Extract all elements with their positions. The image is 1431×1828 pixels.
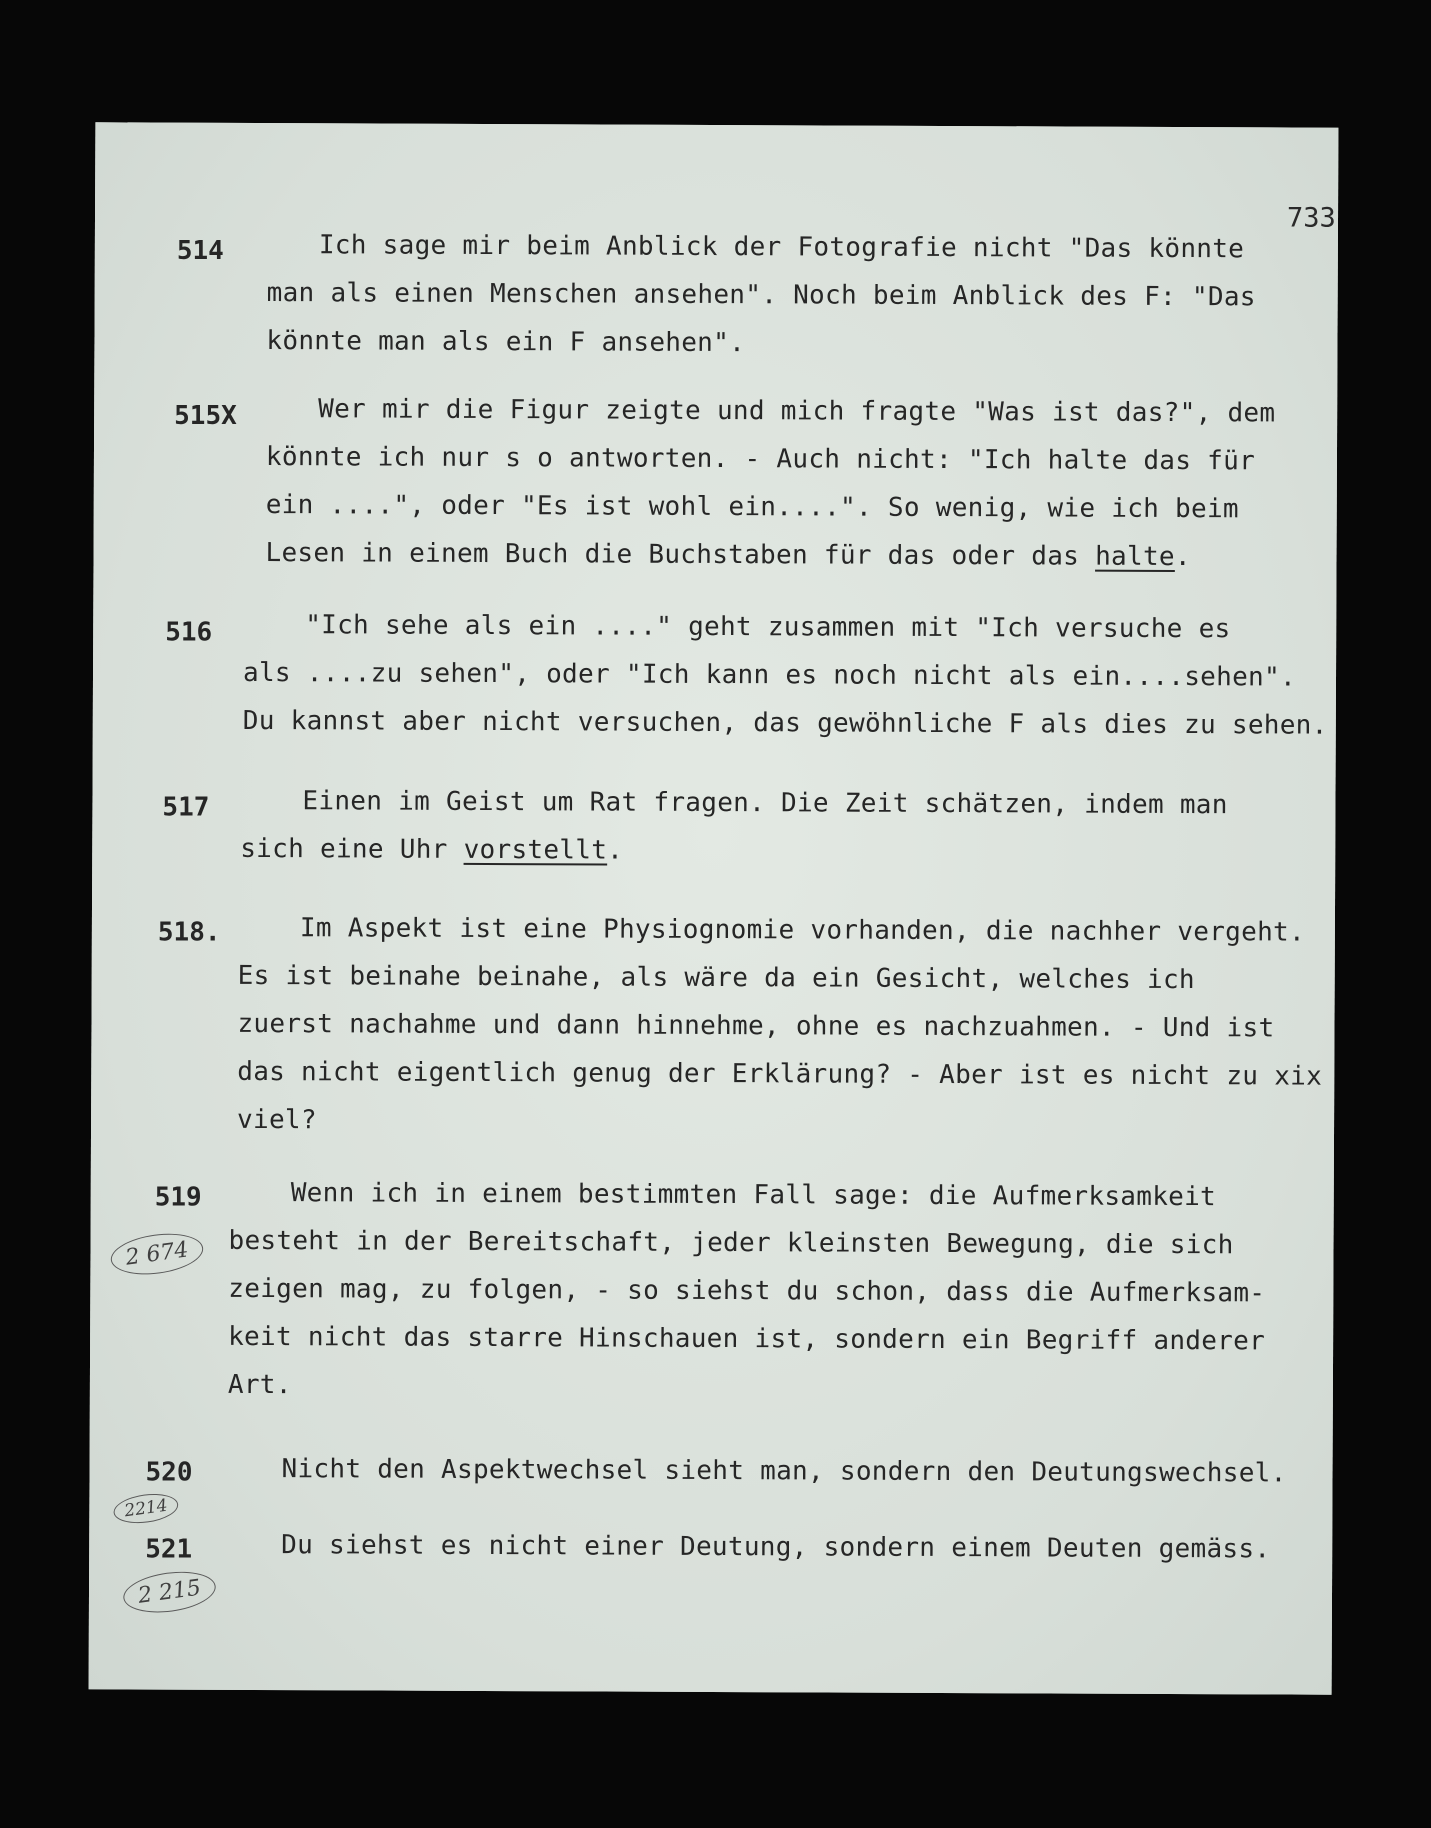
typescript-page (89, 122, 1339, 1694)
text-line: zeigen mag, zu folgen, - so siehst du schon, dass die Aufmerksam- (228, 1273, 1266, 1309)
text-line: viel? (237, 1104, 317, 1136)
text-line: besteht in der Bereitschaft, jeder kleinsten Bewegung, die sich (228, 1225, 1234, 1261)
text-line: "Ich sehe als ein ...." geht zusammen mit "Ich versuche es (305, 610, 1231, 645)
text-line: das nicht eigentlich genug der Erklärung? - Aber ist es nicht zu xix (237, 1056, 1323, 1092)
section-number-514: 514 (176, 235, 224, 266)
handwritten-annotation: 2214 (112, 1490, 180, 1527)
section-number-516: 516 (165, 617, 213, 648)
text-line: keit nicht das starre Hinschauen ist, sondern ein Begriff anderer (228, 1321, 1266, 1357)
text-line: zuerst nachahme und dann hinnehme, ohne es nachzuahmen. - Und ist (237, 1008, 1275, 1044)
text-line: Du kannst aber nicht versuchen, das gewöhnliche F als dies zu sehen. (242, 705, 1328, 741)
text-segment: Lesen in einem Buch die Buchstaben für das oder das (265, 538, 1080, 572)
punctuation: . (1174, 542, 1191, 573)
text-line: als ....zu sehen", oder "Ich kann es noch nicht als ein....sehen". (242, 657, 1297, 693)
section-text-514 (266, 221, 1256, 369)
text-line: ein ....", oder "Es ist wohl ein....". So wenig, wie ich beim (265, 490, 1239, 525)
text-line: Du siehst es nicht einer Deutung, sondern einem Deuten gemäss. (281, 1530, 1271, 1565)
section-number-518: 518. (157, 917, 221, 948)
section-number-517: 517 (162, 792, 210, 823)
handwritten-annotation: 2 674 (108, 1228, 205, 1279)
text-line: Im Aspekt ist eine Physiognomie vorhanden, die nachher vergeht. (299, 913, 1306, 948)
section-number-521: 521 (145, 1534, 193, 1565)
text-line: Wenn ich in einem bestimmten Fall sage: die Aufmerksamkeit (290, 1178, 1217, 1213)
section-text-518 (237, 904, 1323, 1149)
text-line: könnte ich nur s o antworten. - Auch nicht: "Ich halte das für (265, 442, 1256, 477)
text-line: Nicht den Aspektwechsel sieht man, sondern den Deutungswechsel. (281, 1454, 1287, 1489)
text-line: Einen im Geist um Rat fragen. Die Zeit schätzen, indem man (302, 786, 1228, 821)
section-text-519 (228, 1169, 1266, 1414)
section-number-515: 515X (174, 400, 237, 431)
text-line: Ich sage mir beim Anblick der Fotografie nicht "Das könnte (318, 230, 1245, 265)
text-segment: sich eine Uhr (240, 833, 448, 865)
text-line: Wer mir die Figur zeigte und mich fragte "Was ist das?", dem (318, 394, 1276, 429)
text-line: Art. (227, 1369, 292, 1401)
handwritten-annotation: 2 215 (121, 1567, 218, 1618)
section-text-516 (243, 601, 1328, 750)
punctuation: . (607, 835, 624, 866)
text-line: Es ist beinahe beinahe, als wäre da ein Gesicht, welches ich (237, 960, 1195, 996)
section-text-517 (240, 777, 1228, 877)
section-text-521 (281, 1521, 1270, 1573)
underlined-word: vorstellt (463, 834, 608, 866)
page-number: 733 (1287, 202, 1336, 234)
text-line (240, 825, 1227, 877)
section-text-515 (265, 385, 1275, 581)
text-line: könnte man als ein F ansehen". (266, 326, 746, 359)
text-line (265, 529, 1274, 581)
section-number-520: 520 (145, 1457, 193, 1488)
section-number-519: 519 (154, 1182, 202, 1213)
underlined-word: halte (1095, 541, 1175, 573)
text-line: man als einen Menschen ansehen". Noch beim Anblick des F: "Das (266, 278, 1256, 313)
section-text-520 (281, 1445, 1286, 1497)
